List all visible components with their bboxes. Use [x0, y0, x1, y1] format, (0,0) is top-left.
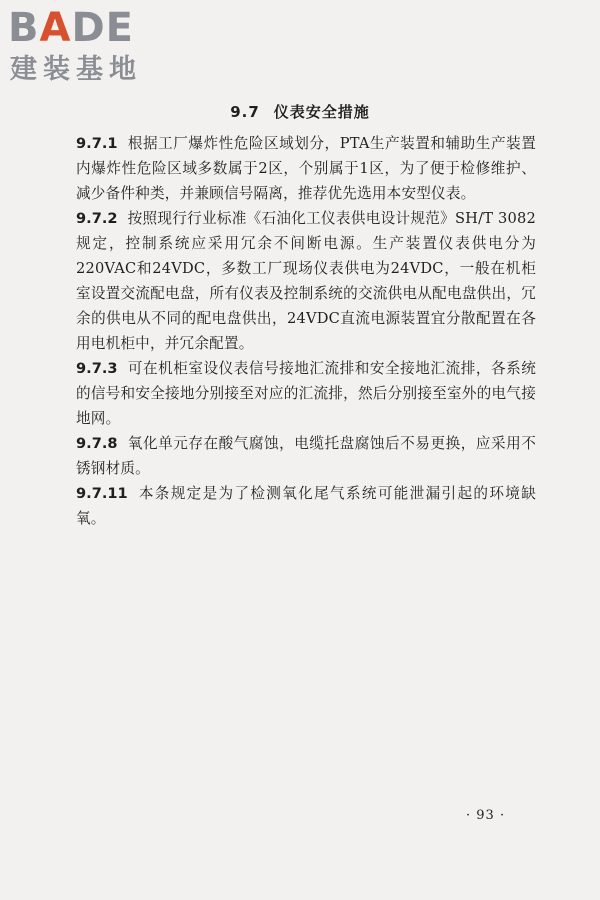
clause-text: 根据工厂爆炸性危险区域划分，PTA生产装置和辅助生产装置内爆炸性危险区域多数属于2区，个别属于1区，为了便于检修维护、减少备件种类，并兼顾信号隔离，推荐优先选用本安型仪表。	[76, 135, 536, 202]
bade-logo	[8, 6, 178, 90]
clause-list	[76, 131, 536, 531]
clause-number: 9.7.8	[76, 435, 118, 452]
clause-9-7-8	[76, 431, 536, 481]
section-number: 9.7	[230, 103, 260, 121]
clause-9-7-2	[76, 206, 536, 356]
section-title-text: 仪表安全措施	[273, 103, 370, 121]
clause-number: 9.7.3	[76, 360, 118, 377]
page-number: · 93 ·	[466, 808, 506, 823]
clause-number: 9.7.1	[76, 135, 118, 152]
clause-text: 本条规定是为了检测氧化尾气系统可能泄漏引起的环境缺氧。	[76, 485, 536, 527]
clause-9-7-1	[76, 131, 536, 206]
clause-number: 9.7.11	[76, 485, 128, 502]
logo-letter-a: A	[39, 5, 72, 51]
clause-text: 可在机柜室设仪表信号接地汇流排和安全接地汇流排，各系统的信号和安全接地分别接至对应的汇流排，然后分别接至室外的电气接地网。	[76, 360, 536, 427]
logo-wordmark	[8, 6, 134, 50]
clause-number: 9.7.2	[76, 210, 118, 227]
section-title	[0, 101, 600, 122]
clause-text: 氧化单元存在酸气腐蚀，电缆托盘腐蚀后不易更换，应采用不锈钢材质。	[76, 435, 536, 477]
clause-text: 按照现行行业标准《石油化工仪表供电设计规范》SH/T 3082规定，控制系统应采用冗余不间断电源。生产装置仪表供电分为220VAC和24VDC，多数工厂现场仪表供电为24VDC，一般在机柜室设置交流配电盘，所有仪表及控制系统的交流供电从配电盘供出，冗余的供电从不同的配电盘供出，24VDC直流电源装置宜分散配置在各用电机柜中，并冗余配置。	[76, 210, 536, 352]
logo-letter-b: B	[8, 5, 40, 51]
logo-tagline: 建装基地	[10, 54, 142, 85]
clause-9-7-11	[76, 481, 536, 531]
clause-9-7-3	[76, 356, 536, 431]
logo-letters-de: DE	[71, 5, 134, 51]
